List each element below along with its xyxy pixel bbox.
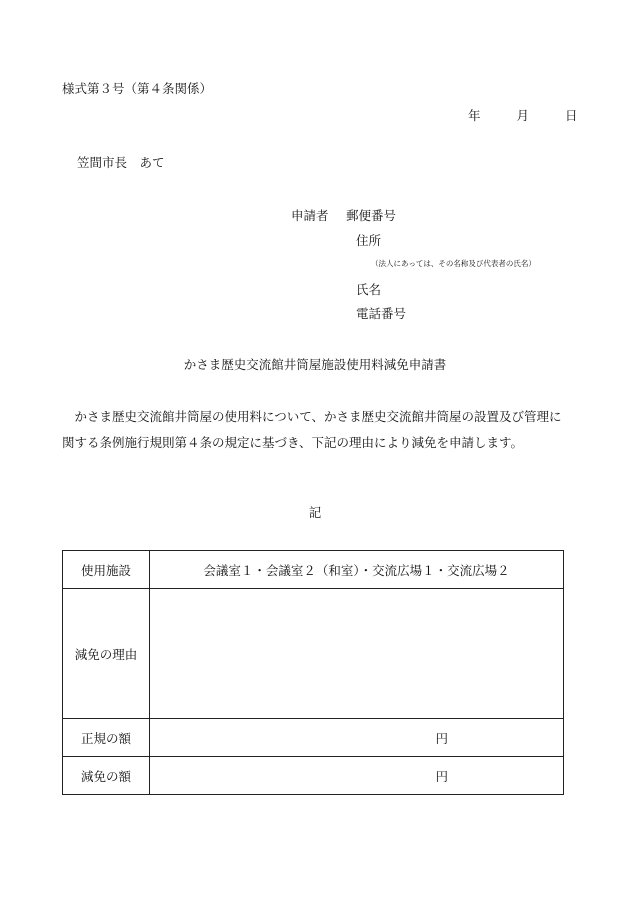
form-number: 様式第３号（第４条関係）	[62, 81, 213, 96]
applicant-heading: 申請者	[291, 208, 329, 223]
regular-fee-label: 正規の額	[63, 719, 150, 757]
ki-heading: 記	[308, 505, 322, 520]
addressee: 笠間市長 あて	[77, 155, 165, 170]
reduction-fee-label: 減免の額	[63, 757, 150, 795]
facility-options: 会議室１・会議室２（和室）・交流広場１・交流広場２	[150, 551, 564, 589]
date-month: 月	[516, 108, 530, 123]
reduction-fee-unit: 円	[435, 768, 448, 784]
corporation-note: （法人にあっては、その名称及び代表者の氏名）	[371, 259, 536, 268]
regular-fee-field[interactable]	[150, 719, 564, 757]
reason-field[interactable]	[150, 589, 564, 719]
date-year: 年	[468, 108, 481, 123]
date-day: 日	[565, 108, 578, 123]
reason-label: 減免の理由	[63, 589, 150, 719]
date-line	[468, 110, 578, 123]
postal-code-label: 郵便番号	[346, 208, 397, 223]
application-table	[62, 550, 564, 795]
reduction-fee-field[interactable]	[150, 757, 564, 795]
facility-label: 使用施設	[63, 551, 150, 589]
address-label: 住所	[356, 233, 382, 248]
document-title: かさま歴史交流館井筒屋施設使用料減免申請書	[183, 357, 447, 372]
name-label: 氏名	[356, 282, 382, 297]
regular-fee-unit: 円	[435, 730, 448, 746]
phone-label: 電話番号	[356, 306, 407, 321]
body-text: かさま歴史交流館井筒屋の使用料について、かさま歴史交流館井筒屋の設置及び管理に関する条例施行規則第４条の規定に基づき、下記の理由により減免を申請します。	[62, 409, 562, 450]
